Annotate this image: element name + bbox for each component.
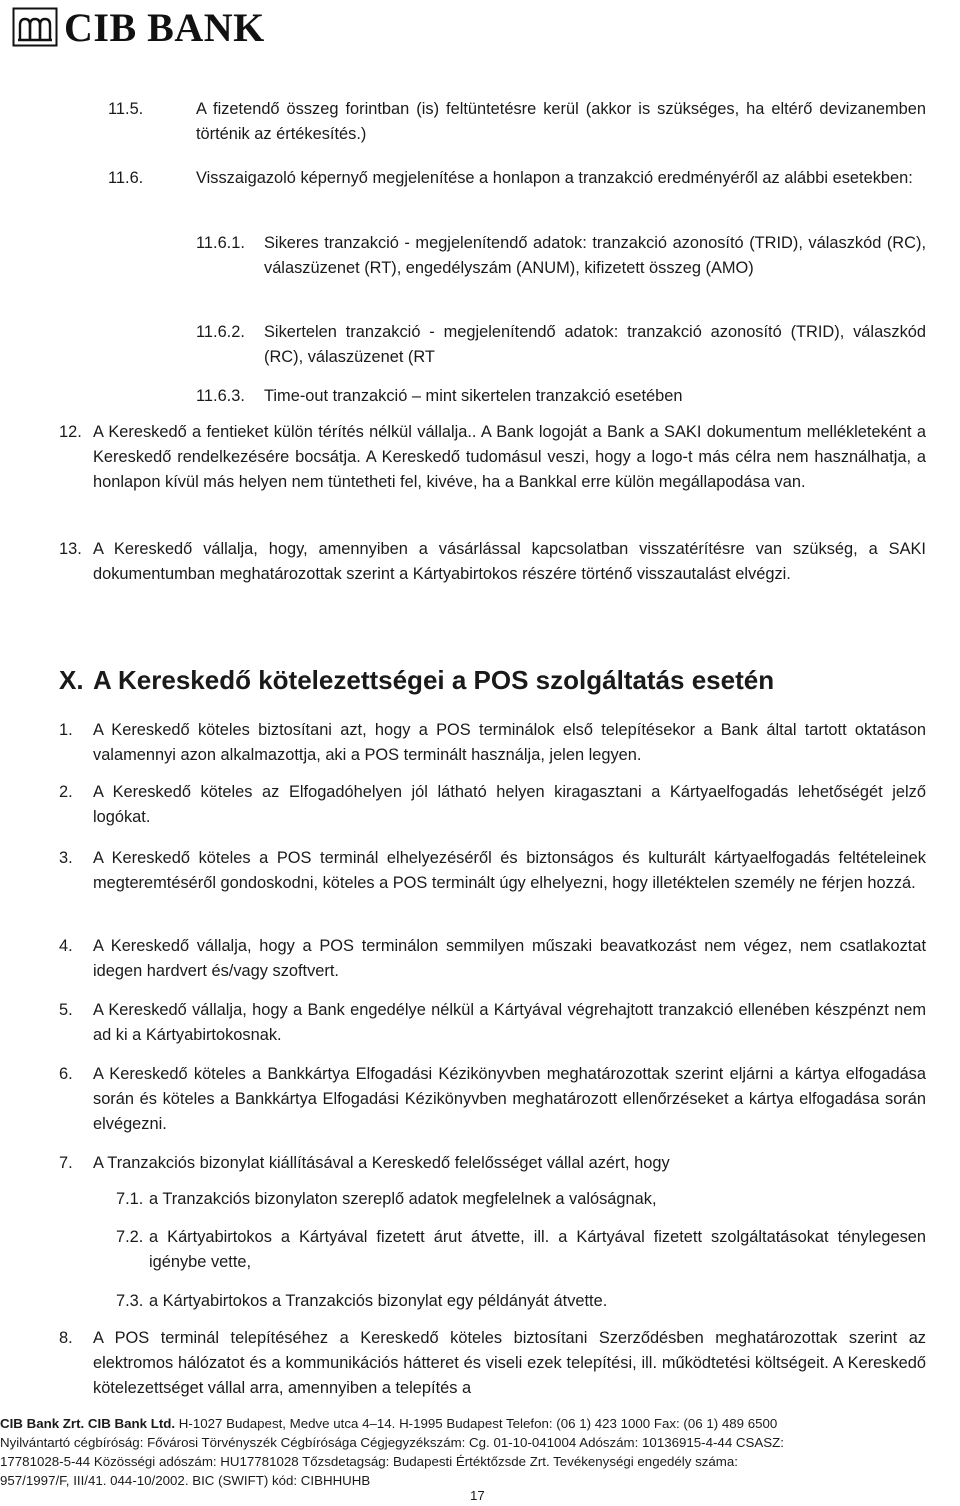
footer-line-2: Nyilvántartó cégbíróság: Fővárosi Törvényszék Cégbírósága Cégjegyzékszám: Cg. 01-10-041004 Adószám: 10136915-4-44 CSASZ: [0, 1435, 784, 1450]
section-item-text: A Tranzakciós bizonylat kiállításával a Kereskedő felelősséget vállal azért, hogy [93, 1154, 670, 1172]
subitem-number: 7.1. [116, 1190, 144, 1208]
subitem-text: a Kártyabirtokos a Tranzakciós bizonylat egy példányát átvette. [149, 1292, 608, 1310]
item-number: 11.6. [108, 169, 144, 187]
section-item-text: A Kereskedő köteles biztosítani azt, hogy a POS terminálok első telepítésekor a Bank által tartott oktatáson valamennyi azon alkalmazottja, aki a POS terminált használja, jelen legyen. [93, 721, 926, 764]
section-item-number: 6. [59, 1065, 73, 1083]
section-item-number: 2. [59, 783, 73, 801]
footer-address: H-1027 Budapest, Medve utca 4–14. H-1995 Budapest Telefon: (06 1) 423 1000 Fax: (06 1) 489 6500 [175, 1416, 778, 1431]
page-footer [0, 1414, 960, 1490]
section-item-number: 5. [59, 1001, 73, 1019]
item-number: 13. [59, 540, 82, 558]
page-number: 17 [470, 1488, 485, 1503]
section-item-text: A Kereskedő köteles a Bankkártya Elfogadási Kézikönyvben meghatározottak szerint eljárni a kártya elfogadása során és köteles a Bankkártya Elfogadási Kézikönyvben meghatározott ellenőrzéseket a kártya elfogadása során elvégezni. [93, 1065, 926, 1133]
logo-text: CIB BANK [64, 4, 265, 50]
subitem-number: 7.2. [116, 1228, 144, 1246]
item-text: Sikeres tranzakció - megjelenítendő adatok: tranzakció azonosító (TRID), válaszkód (RC), válaszüzenet (RT), engedélyszám (ANUM), kifizetett összeg (AMO) [264, 234, 926, 277]
item-text: A Kereskedő a fentieket külön térítés nélkül vállalja.. A Bank logoját a Bank a SAKI dokumentum mellékleteként a Kereskedő rendelkezésére bocsátja. A Kereskedő tudomásul veszi, hogy a logo-t más célra nem használhatja, a honlapon kívül más helyen nem tüntetheti fel, kivéve, ha a Bankkal erre külön megállapodása van. [93, 423, 926, 491]
footer-line-3: 17781028-5-44 Közösségi adószám: HU17781028 Tőzsdetagság: Budapesti Értéktőzsde Zrt. Tevékenységi engedély száma: [0, 1454, 738, 1469]
section-number: X. [59, 665, 84, 695]
item-number: 11.6.1. [196, 234, 245, 252]
item-number: 11.5. [108, 100, 144, 118]
section-item-number: 8. [59, 1329, 73, 1347]
footer-line-4: 957/1997/F, III/41. 044-10/2002. BIC (SWIFT) kód: CIBHHUHB [0, 1473, 371, 1488]
section-title: A Kereskedő kötelezettségei a POS szolgáltatás esetén [93, 665, 775, 695]
item-number: 11.6.2. [196, 323, 245, 341]
section-item-text: A Kereskedő vállalja, hogy a Bank engedélye nélkül a Kártyával végrehajtott tranzakció ellenében készpénzt nem ad ki a Kártyabirtokosnak. [93, 1001, 926, 1044]
document-header [12, 4, 265, 50]
item-text: Sikertelen tranzakció - megjelenítendő adatok: tranzakció azonosító (TRID), válaszkód (RC), válaszüzenet (RT [264, 323, 926, 366]
item-number: 12. [59, 423, 82, 441]
section-item-text: A POS terminál telepítéséhez a Kereskedő köteles biztosítani Szerződésben meghatározottak szerint az elektromos hálózatot és a kommunikációs hátteret és viseli ezek telepítési, ill. működtetési költségeit. A Kereskedő kötelezettséget vállal arra, amennyiben a telepítés a [93, 1329, 926, 1397]
footer-line-1 [0, 1414, 960, 1433]
item-text: Time-out tranzakció – mint sikertelen tranzakció esetében [264, 387, 683, 405]
item-number: 11.6.3. [196, 387, 245, 405]
item-text: Visszaigazoló képernyő megjelenítése a honlapon a tranzakció eredményéről az alábbi esetekben: [196, 169, 913, 187]
section-item-text: A Kereskedő köteles a POS terminál elhelyezéséről és biztonságos és kulturált kártyaelfogadás feltételeinek megteremtéséről gondoskodni, köteles a POS terminált úgy elhelyezni, hogy illetéktelen személy ne férjen hozzá. [93, 849, 926, 892]
section-item-number: 7. [59, 1154, 73, 1172]
section-item-number: 4. [59, 937, 73, 955]
subitem-text: a Tranzakciós bizonylaton szereplő adatok megfelelnek a valóságnak, [149, 1190, 657, 1208]
item-text: A fizetendő összeg forintban (is) feltüntetésre kerül (akkor is szükséges, ha eltérő devizanemben történik az értékesítés.) [196, 100, 926, 143]
subitem-number: 7.3. [116, 1292, 144, 1310]
section-item-number: 3. [59, 849, 73, 867]
subitem-text: a Kártyabirtokos a Kártyával fizetett árut átvette, ill. a Kártyával fizetett szolgáltatásokat ténylegesen igénybe vette, [149, 1228, 926, 1271]
section-item-number: 1. [59, 721, 73, 739]
item-text: A Kereskedő vállalja, hogy, amennyiben a vásárlással kapcsolatban visszatérítésre van szükség, a SAKI dokumentumban meghatározottak szerint a Kártyabirtokos részére történő visszautalást elvégzi. [93, 540, 926, 583]
footer-company: CIB Bank Zrt. CIB Bank Ltd. [0, 1416, 176, 1431]
cib-bank-logo-icon [12, 7, 58, 47]
section-item-text: A Kereskedő vállalja, hogy a POS terminálon semmilyen műszaki beavatkozást nem végez, nem csatlakoztat idegen hardvert és/vagy szoftvert. [93, 937, 926, 980]
section-item-text: A Kereskedő köteles az Elfogadóhelyen jól látható helyen kiragasztani a Kártyaelfogadás lehetőségét jelző logókat. [93, 783, 926, 826]
